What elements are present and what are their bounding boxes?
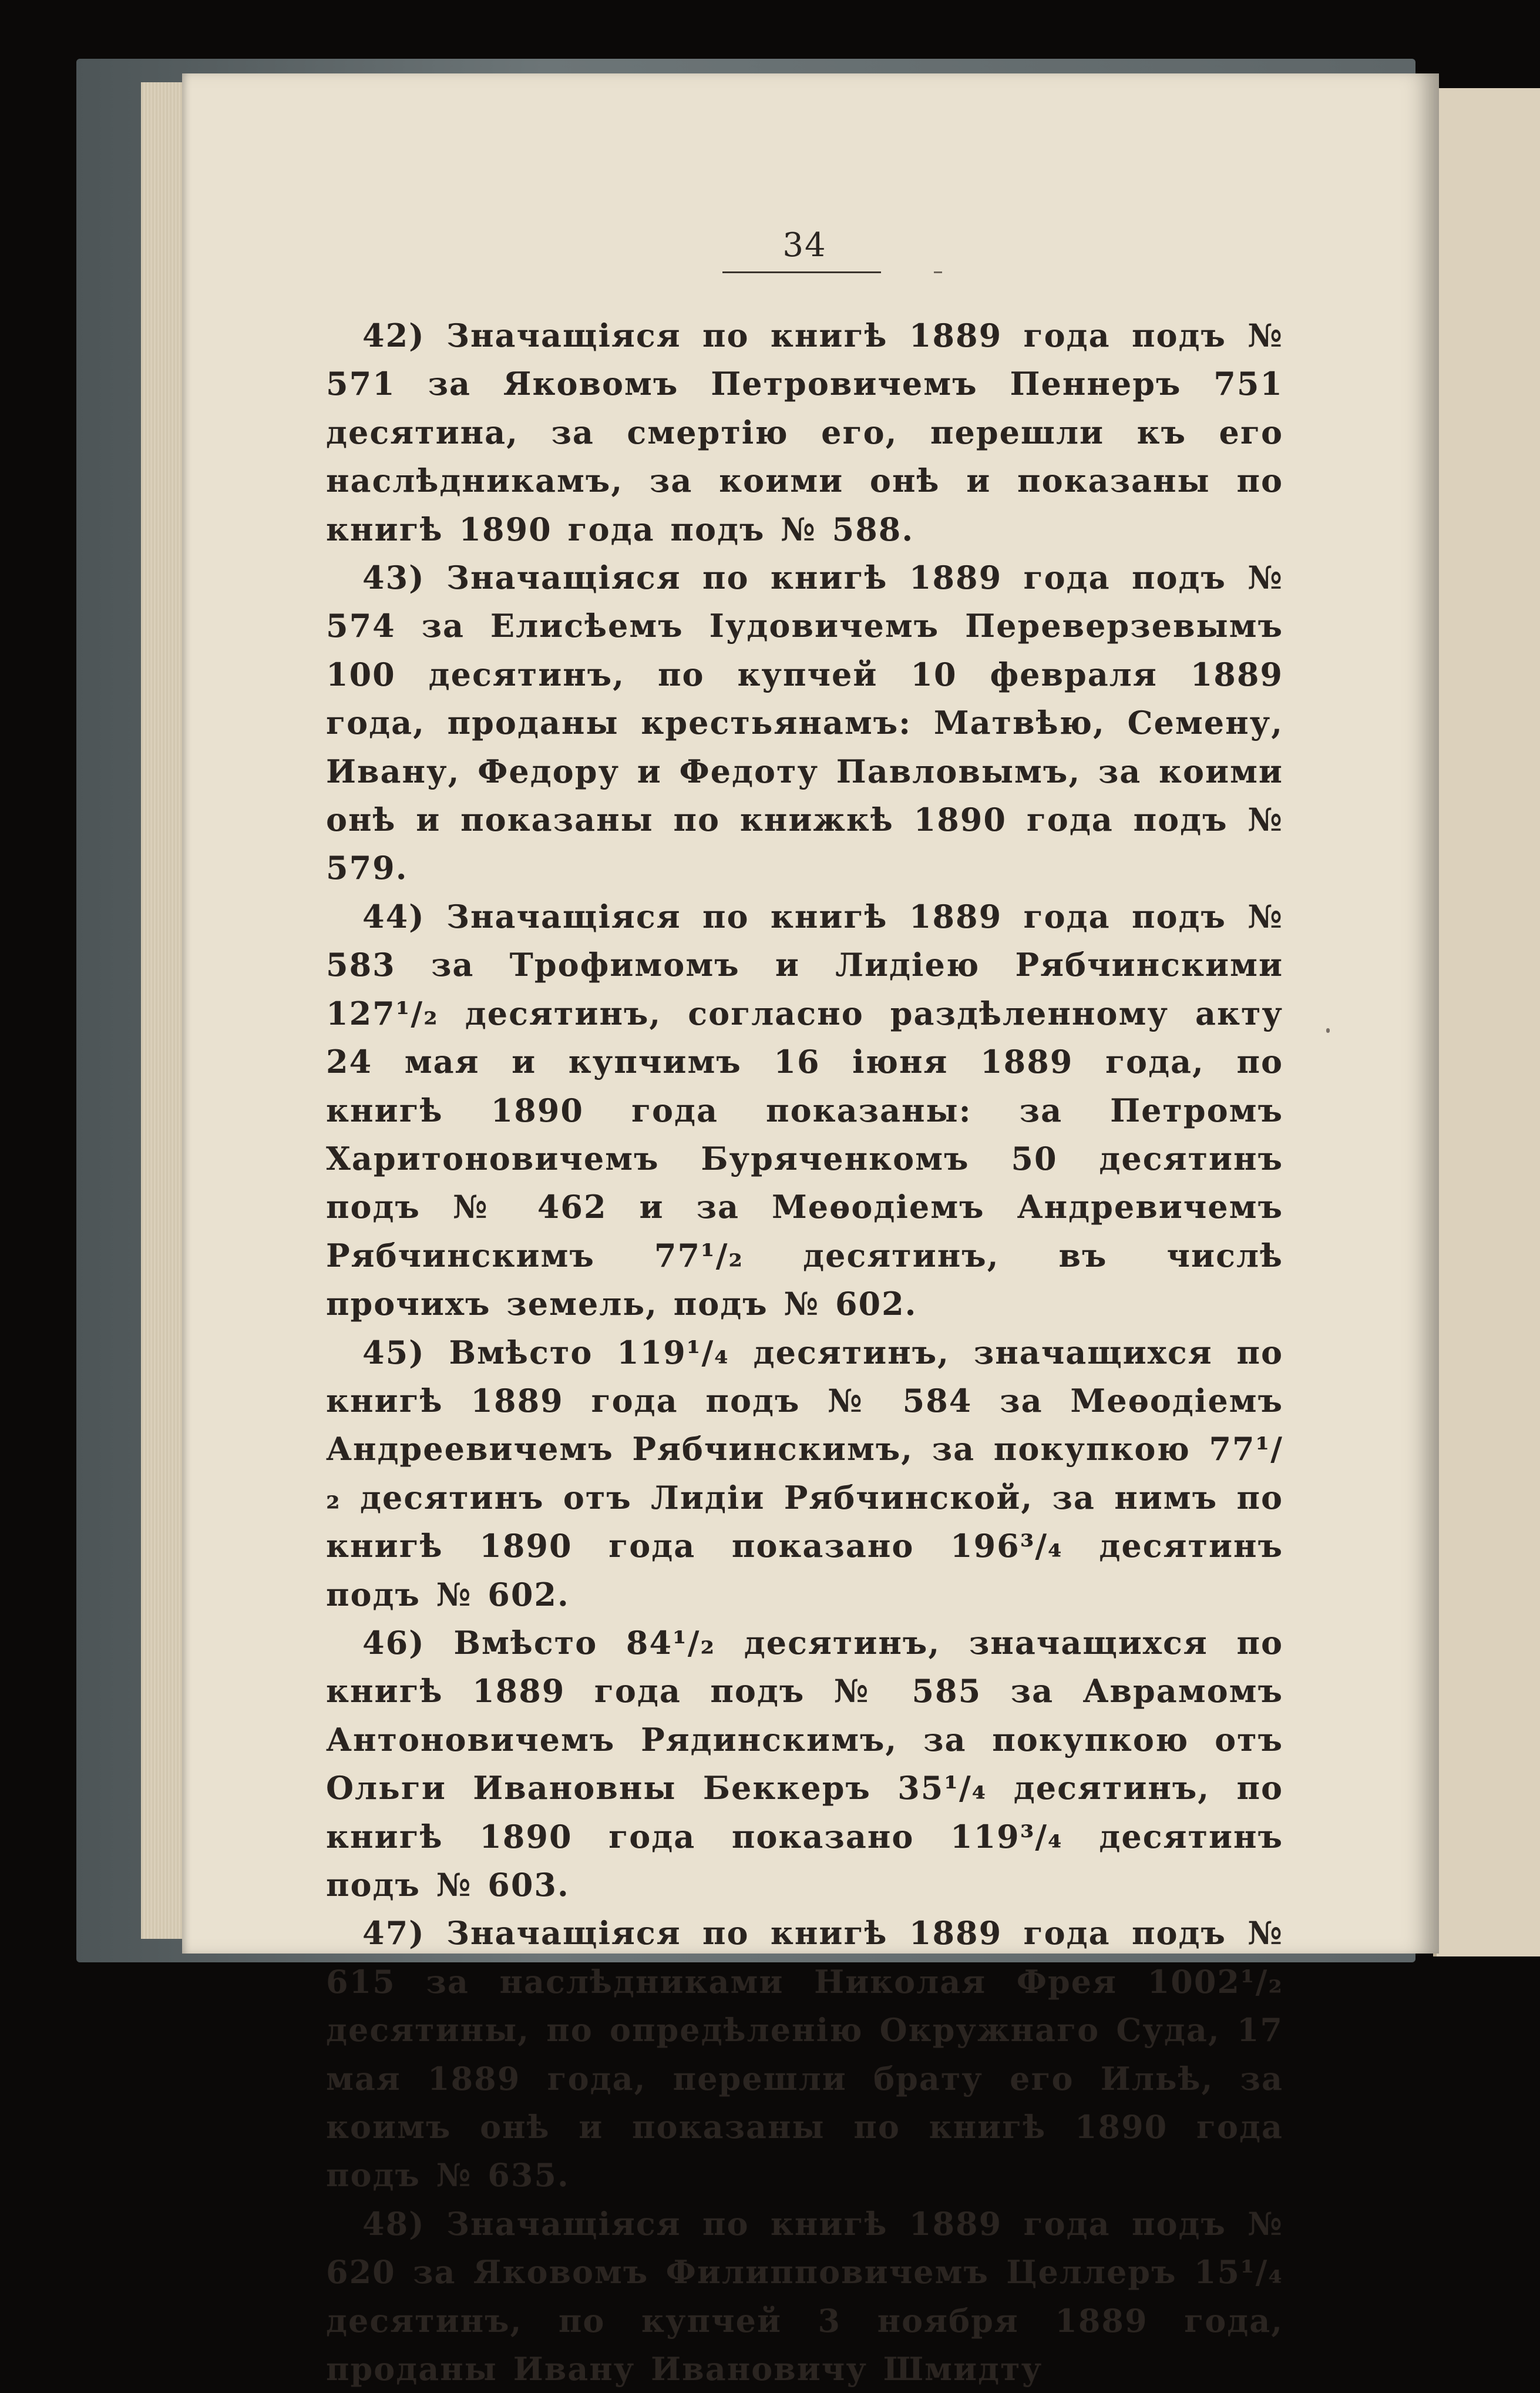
page-stack-edge: [141, 82, 188, 1939]
paragraph-43: 43) Значащіяся по книгѣ 1889 года подъ № 574 за Елисѣемъ Іудовичемъ Переверзевымъ 100 десятинъ, по купчей 10 февраля 1889 года, проданы крестьянамъ: Матвѣю, Семену, Ивану, Федору и Федоту Павловымъ, за коими онѣ и показаны по книжкѣ 1890 года подъ № 579.: [326, 559, 1283, 887]
next-page-edge: [1433, 88, 1540, 1956]
paragraph-47: 47) Значащіяся по книгѣ 1889 года подъ № 615 за наслѣдниками Николая Фрея 1002¹/₂ десятины, по опредѣленію Окружнаго Суда, 17 мая 1889 года, перешли брату его Ильѣ, за коимъ онѣ и показаны по книгѣ 1890 года подъ № 635.: [326, 1914, 1283, 2194]
header-rule: [722, 271, 881, 273]
ink-speck: [1326, 1028, 1330, 1033]
page-body: [326, 311, 1283, 2393]
page-number: 34: [782, 226, 827, 264]
paragraph-46: 46) Вмѣсто 84¹/₂ десятинъ, значащихся по книгѣ 1889 года подъ № 585 за Аврамомъ Антоновичемъ Рядинскимъ, за покупкою отъ Ольги Ивановны Беккеръ 35¹/₄ десятинъ, по книгѣ 1890 года показано 119³/₄ десятинъ подъ № 603.: [326, 1623, 1283, 1904]
paragraph-44: 44) Значащіяся по книгѣ 1889 года подъ № 583 за Трофимомъ и Лидіею Рябчинскими 127¹/₂ десятинъ, согласно раздѣленному акту 24 мая и купчимъ 16 іюня 1889 года, по книгѣ 1890 года показаны: за Петромъ Харитоновичемъ Буряченкомъ 50 десятинъ подъ № 462 и за Меѳодіемъ Андревичемъ Рябчинскимъ 77¹/₂ десятинъ, въ числѣ прочихъ земель, подъ № 602.: [326, 897, 1283, 1323]
paragraph-42: 42) Значащіяся по книгѣ 1889 года подъ № 571 за Яковомъ Петровичемъ Пеннеръ 751 десятина, за смертію его, перешли къ его наслѣдникамъ, за коими онѣ и показаны по книгѣ 1890 года подъ № 588.: [326, 317, 1283, 548]
paragraph-45: 45) Вмѣсто 119¹/₄ десятинъ, значащихся по книгѣ 1889 года подъ № 584 за Меѳодіемъ Андреевичемъ Рябчинскимъ, за покупкою 77¹/₂ десятинъ отъ Лидіи Рябчинской, за нимъ по книгѣ 1890 года показано 196³/₄ десятинъ подъ № 602.: [326, 1333, 1283, 1613]
header-mark: [934, 271, 942, 273]
paragraph-48: 48) Значащіяся по книгѣ 1889 года подъ № 620 за Яковомъ Филипповичемъ Целлеръ 15¹/₄ десятинъ, по купчей 3 ноября 1889 года, проданы Ивану Ивановичу Шмидту: [326, 2204, 1283, 2388]
